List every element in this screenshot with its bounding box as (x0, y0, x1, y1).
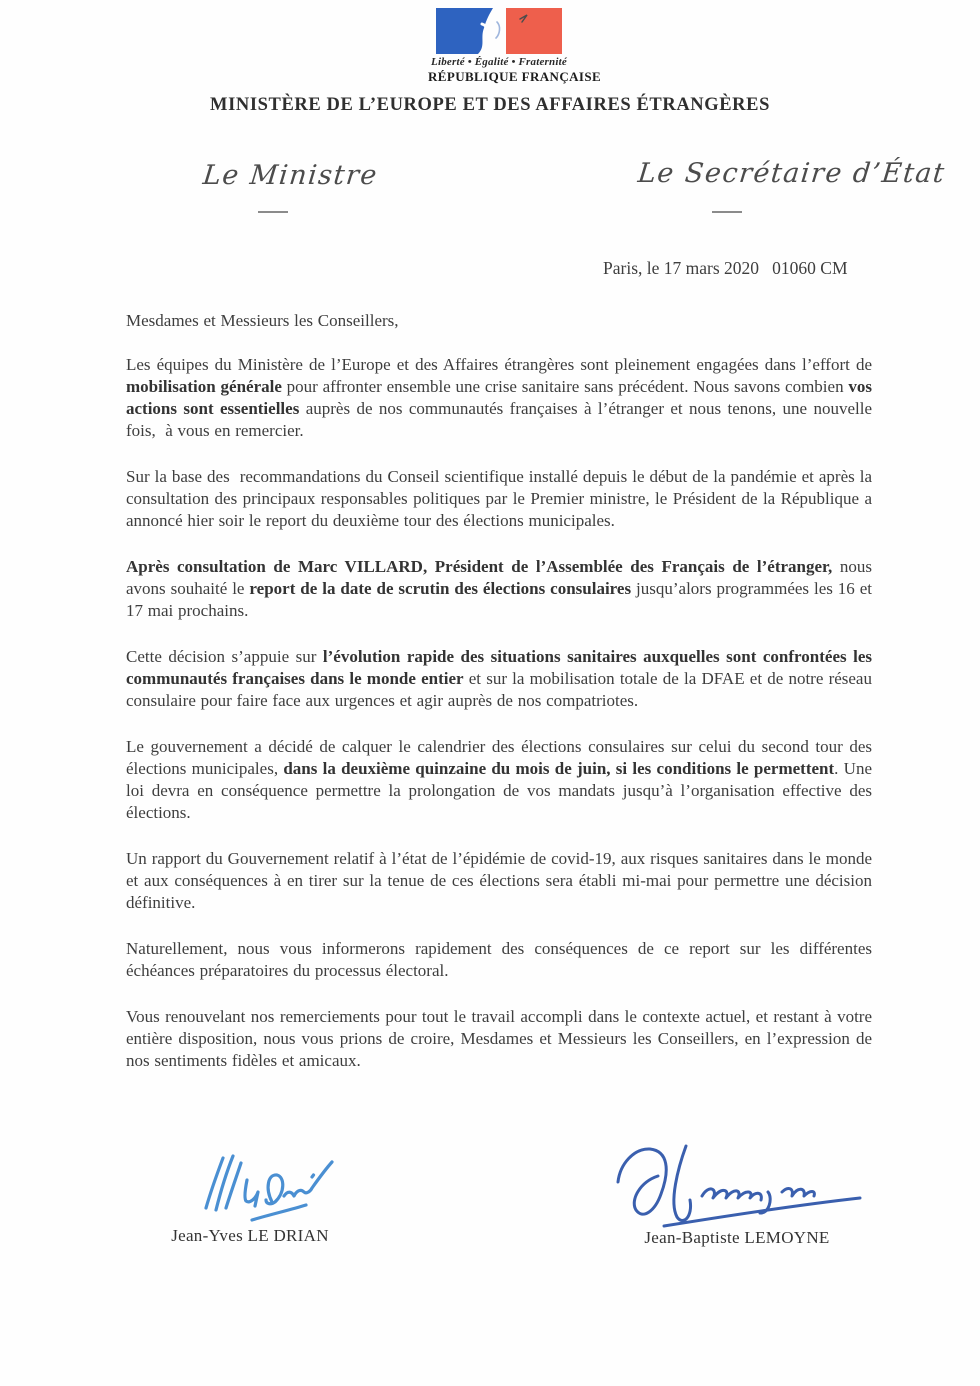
paragraph: Naturellement, nous vous informerons rapidement des conséquences de ce report sur les différentes échéances préparatoires du processus électoral. (126, 939, 877, 980)
paragraph: Un rapport du Gouvernement relatif à l’état de l’épidémie de covid-19, aux risques sanitaires dans le monde et aux conséquences à en tirer sur la tenue de ces élections sera établi mi-mai pour permettre une décision définitive. (126, 849, 877, 912)
logo-republic-label: RÉPUBLIQUE FRANÇAISE (428, 69, 602, 84)
paragraph: Après consultation de Marc VILLARD, Président de l’Assemblée des Français de l’étranger, nous avons souhaité le report de la date de scrutin des élections consulaires jusqu’alors programmées les 16 et 17 mai prochains. (126, 557, 877, 620)
dateline: Paris, le 17 mars 2020 01060 CM (603, 258, 848, 278)
ministry-title: MINISTÈRE DE L’EUROPE ET DES AFFAIRES ÉTRANGÈRES (210, 95, 770, 115)
lemoyne-name: Jean-Baptiste LEMOYNE (644, 1228, 830, 1247)
body-paragraphs (126, 310, 877, 1096)
paragraph: Vous renouvelant nos remerciements pour tout le travail accompli dans le contexte actuel, et restant à votre entière disposition, nous vous prions de croire, Mesdames et Messieurs les Conseillers, en l’expression de nos sentiments fidèles et amicaux. (126, 1007, 877, 1070)
minister-title-dash (258, 211, 288, 213)
paragraph: Cette décision s’appuie sur l’évolution rapide des situations sanitaires auxquelles sont confrontées les communautés françaises dans le monde entier et sur la mobilisation totale de la DFAE et de notre réseau consulaire pour faire face aux urgences et agir auprès de nos compatriotes. (126, 647, 877, 710)
secretary-title-dash (712, 211, 742, 213)
flag-emblem-icon (436, 8, 562, 54)
paragraph: Mesdames et Messieurs les Conseillers, (126, 311, 399, 330)
secretary-script-title: Le Secrétaire d’État (636, 158, 948, 189)
lemoyne-signature (606, 1140, 874, 1232)
paragraph: Le gouvernement a décidé de calquer le calendrier des élections consulaires sur celui du second tour des élections municipales, dans la deuxième quinzaine du mois de juin, si les conditions le permettent. Une loi devra en conséquence permettre la prolongation de vos mandats jusqu’à l’organisation effective des élections. (126, 737, 877, 822)
logo-motto: Liberté • Égalité • Fraternité (431, 56, 567, 68)
paragraph: Sur la base des recommandations du Conseil scientifique installé depuis le début de la pandémie et après la consultation des principaux responsables politiques par le Premier ministre, le Président de la République a annoncé hier soir le report du deuxième tour des élections municipales. (126, 467, 877, 530)
ledrian-signature (192, 1150, 342, 1224)
republique-francaise-logo (428, 8, 602, 85)
minister-script-title: Le Ministre (201, 160, 380, 191)
ledrian-name: Jean-Yves LE DRIAN (171, 1226, 329, 1245)
paragraph: Les équipes du Ministère de l’Europe et des Affaires étrangères sont pleinement engagées dans l’effort de mobilisation générale pour affronter ensemble une crise sanitaire sans précédent. Nous savons combien vos actions sont essentielles auprès de nos communautés françaises à l’étranger et nous tenons, une nouvelle fois, à vous en remercier. (126, 355, 877, 440)
